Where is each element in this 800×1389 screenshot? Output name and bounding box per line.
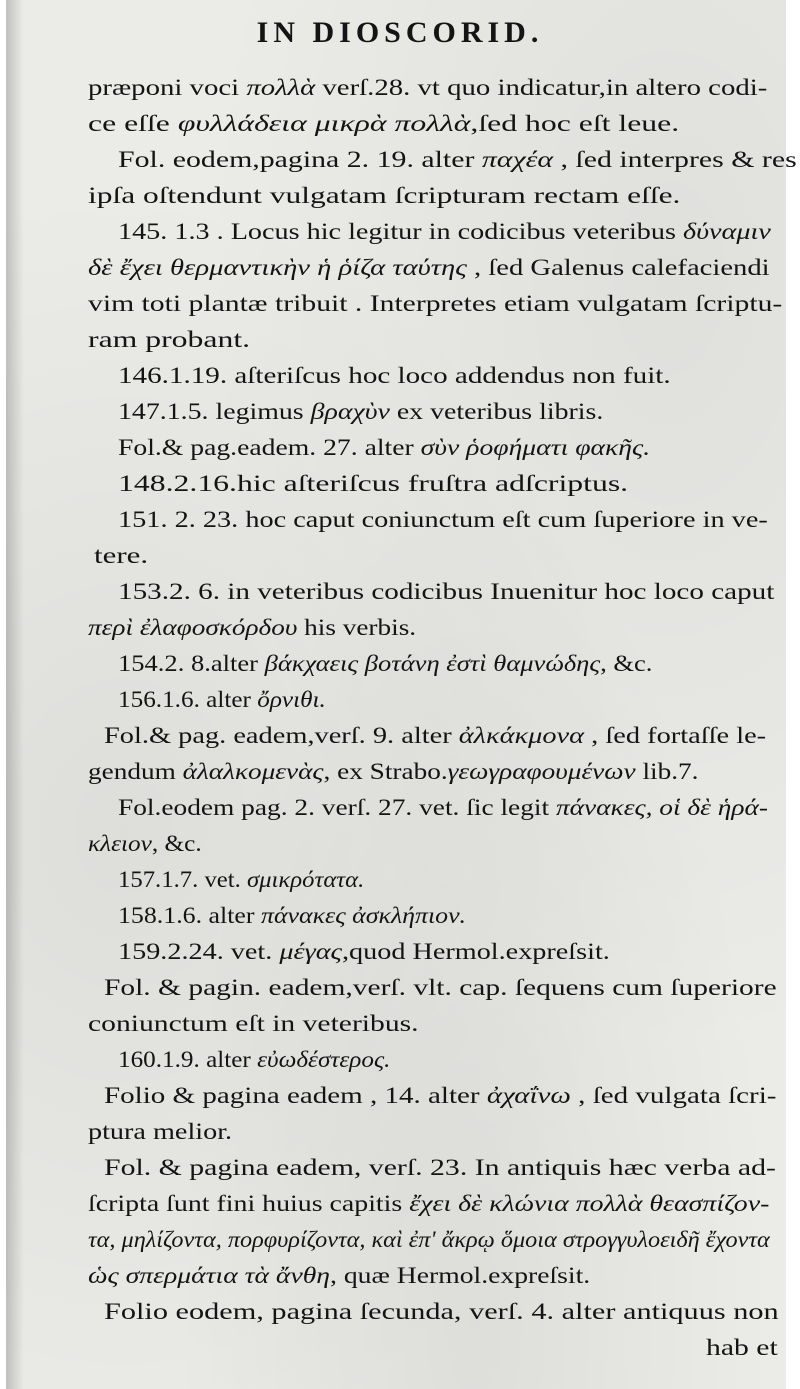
text-line xyxy=(88,1186,769,1222)
running-header: IN DIOSCORID. xyxy=(256,16,544,49)
greek-text: ἀχαΐνω xyxy=(486,1083,571,1109)
latin-text: , &c. xyxy=(151,831,202,857)
latin-text: , &c. xyxy=(600,651,653,677)
latin-text: , ex Strabo. xyxy=(323,759,448,785)
latin-text: Fol.eodem pag. 2. verſ. 27. vet. ſic legit xyxy=(118,795,556,821)
latin-text: 153.2. 6. in veteribus codicibus Inuenitur hoc loco caput xyxy=(118,579,775,605)
text-line xyxy=(88,250,770,286)
greek-text: βάκχαεις βοτάνη ἐστὶ θαμνώδης xyxy=(264,651,601,677)
latin-text: lib.7. xyxy=(635,759,699,785)
text-line xyxy=(118,358,671,394)
text-line xyxy=(88,610,416,646)
text-line xyxy=(88,1006,419,1042)
text-line xyxy=(104,718,766,754)
text-line xyxy=(118,862,364,898)
greek-text: εὐωδέστερος. xyxy=(257,1047,391,1073)
text-line xyxy=(118,898,466,934)
latin-text: 160.1.9. alter xyxy=(118,1047,258,1073)
latin-text: tere. xyxy=(94,543,149,569)
latin-text: ptura melior. xyxy=(88,1119,233,1145)
latin-text: his verbis. xyxy=(297,615,417,641)
text-line xyxy=(118,394,603,430)
latin-text: , ſed interpres & res xyxy=(553,147,797,173)
text-line xyxy=(88,1114,232,1150)
page-gutter-shadow xyxy=(6,0,24,1389)
latin-text: ,ſed hoc eſt leue. xyxy=(470,111,680,137)
text-line xyxy=(88,178,680,214)
text-line xyxy=(118,934,610,970)
text-line xyxy=(118,1042,390,1078)
latin-text: Fol. & pagin. eadem,verſ. vlt. cap. ſequens cum ſuperiore xyxy=(104,975,777,1001)
latin-text: Fol.& pag.eadem. 27. alter xyxy=(118,435,421,461)
greek-text: πάνακες, οἱ δὲ ἡρά- xyxy=(555,795,768,821)
latin-text: Folio eodem, pagina ſecunda, verſ. 4. alter antiquus non xyxy=(104,1299,779,1325)
text-line xyxy=(88,106,679,142)
latin-text: vim toti plantæ tribuit . Interpretes etiam vulgatam ſcriptu- xyxy=(88,291,783,317)
greek-text: δύναμιν xyxy=(682,219,771,245)
latin-text: 157.1.7. vet. xyxy=(118,867,247,893)
greek-text: πολλὰ xyxy=(246,75,316,101)
latin-text: hab et xyxy=(706,1335,778,1361)
greek-text: περὶ ἐλαφοσκόρδου xyxy=(88,615,298,641)
greek-text: ἔχει δὲ κλώνια πολλὰ θεασπίζον- xyxy=(409,1191,770,1217)
text-line xyxy=(88,286,782,322)
latin-text: 146.1.19. aſteriſcus hoc loco addendus non fuit. xyxy=(118,363,671,389)
latin-text: ce eſſe xyxy=(88,111,178,137)
greek-text: φυλλάδεια μικρὰ πολλὰ xyxy=(177,111,471,137)
greek-text: πάνακες ἀσκλήπιον. xyxy=(260,903,467,929)
text-line xyxy=(706,1330,778,1366)
text-line xyxy=(88,1258,590,1294)
latin-text: Folio & pagina eadem , 14. alter xyxy=(104,1083,487,1109)
latin-text: Fol. eodem,pagina 2. 19. alter xyxy=(118,147,482,173)
latin-text: ſcripta ſunt fini huius capitis xyxy=(88,1191,410,1217)
text-line xyxy=(88,70,767,106)
text-line xyxy=(118,430,650,466)
text-line xyxy=(118,682,326,718)
greek-text: ἀλαλκομενὰς xyxy=(182,759,324,785)
text-line xyxy=(104,1078,776,1114)
latin-text: coniunctum eſt in veteribus. xyxy=(88,1011,419,1037)
text-line xyxy=(104,970,777,1006)
greek-text: τα, μηλίζοντα, πορφυρίζοντα, καὶ ἐπ' ἄκρῳ ὅμοια στρογγυλοειδῆ ἔχοντα xyxy=(88,1227,770,1253)
greek-text: γεωγραφουμένων xyxy=(447,759,636,785)
latin-text: 148.2.16.hic aſteriſcus fruſtra adſcriptus. xyxy=(118,471,629,497)
greek-text: ὡς σπερμάτια τὰ ἄνθη xyxy=(88,1263,330,1289)
text-line xyxy=(118,574,774,610)
latin-text: Fol.& pag. eadem,verſ. 9. alter xyxy=(104,723,459,749)
latin-text: 154.2. 8.alter xyxy=(118,651,265,677)
text-line xyxy=(118,790,768,826)
latin-text: præponi voci xyxy=(88,75,247,101)
latin-text: 156.1.6. alter xyxy=(118,687,258,713)
text-line xyxy=(104,1150,776,1186)
greek-text: δὲ ἔχει θερμαντικὴν ἡ ῥίζα ταύτης xyxy=(88,255,467,281)
greek-text: βραχὺν xyxy=(310,399,390,425)
text-line xyxy=(118,142,797,178)
latin-text: 151. 2. 23. hoc caput coniunctum eſt cum ſuperiore in ve- xyxy=(118,507,768,533)
latin-text: verſ.28. vt quo indicatur,in altero codi- xyxy=(315,75,768,101)
latin-text: gendum xyxy=(88,759,183,785)
latin-text: 159.2.24. vet. xyxy=(118,939,280,965)
latin-text: 158.1.6. alter xyxy=(118,903,261,929)
text-line xyxy=(118,646,652,682)
text-line xyxy=(118,466,628,502)
latin-text: Fol. & pagina eadem, verſ. 23. In antiquis hæc verba ad- xyxy=(104,1155,776,1181)
text-line xyxy=(118,214,771,250)
greek-text: σμικρότατα. xyxy=(246,867,365,893)
latin-text: 145. 1.3 . Locus hic legitur in codicibus veteribus xyxy=(118,219,683,245)
latin-text: ,quod Hermol.expreſsit. xyxy=(341,939,610,965)
latin-text: ex veteribus libris. xyxy=(389,399,604,425)
latin-text: ram probant. xyxy=(88,327,251,353)
text-line xyxy=(104,1294,779,1330)
text-line xyxy=(88,754,699,790)
latin-text: , ſed Galenus calefaciendi xyxy=(466,255,770,281)
latin-text: ipſa oſtendunt vulgatam ſcripturam rectam eſſe. xyxy=(88,183,681,209)
greek-text: σὺν ῥοφήματι φακῆς. xyxy=(420,435,651,461)
text-line xyxy=(88,322,250,358)
text-line xyxy=(118,502,768,538)
greek-text: ἀλκάκμονα xyxy=(458,723,585,749)
greek-text: μέγας xyxy=(279,939,342,965)
latin-text: , ſed vulgata ſcri- xyxy=(570,1083,777,1109)
text-line xyxy=(88,1222,770,1258)
greek-text: κλειον xyxy=(88,831,152,857)
text-line xyxy=(88,826,202,862)
text-line xyxy=(94,538,148,574)
latin-text: 147.1.5. legimus xyxy=(118,399,311,425)
greek-text: ὄρνιθι. xyxy=(257,687,326,713)
latin-text: , quæ Hermol.expreſsit. xyxy=(329,1263,591,1289)
latin-text: , ſed fortaſſe le- xyxy=(584,723,767,749)
greek-text: παχέα xyxy=(481,147,554,173)
